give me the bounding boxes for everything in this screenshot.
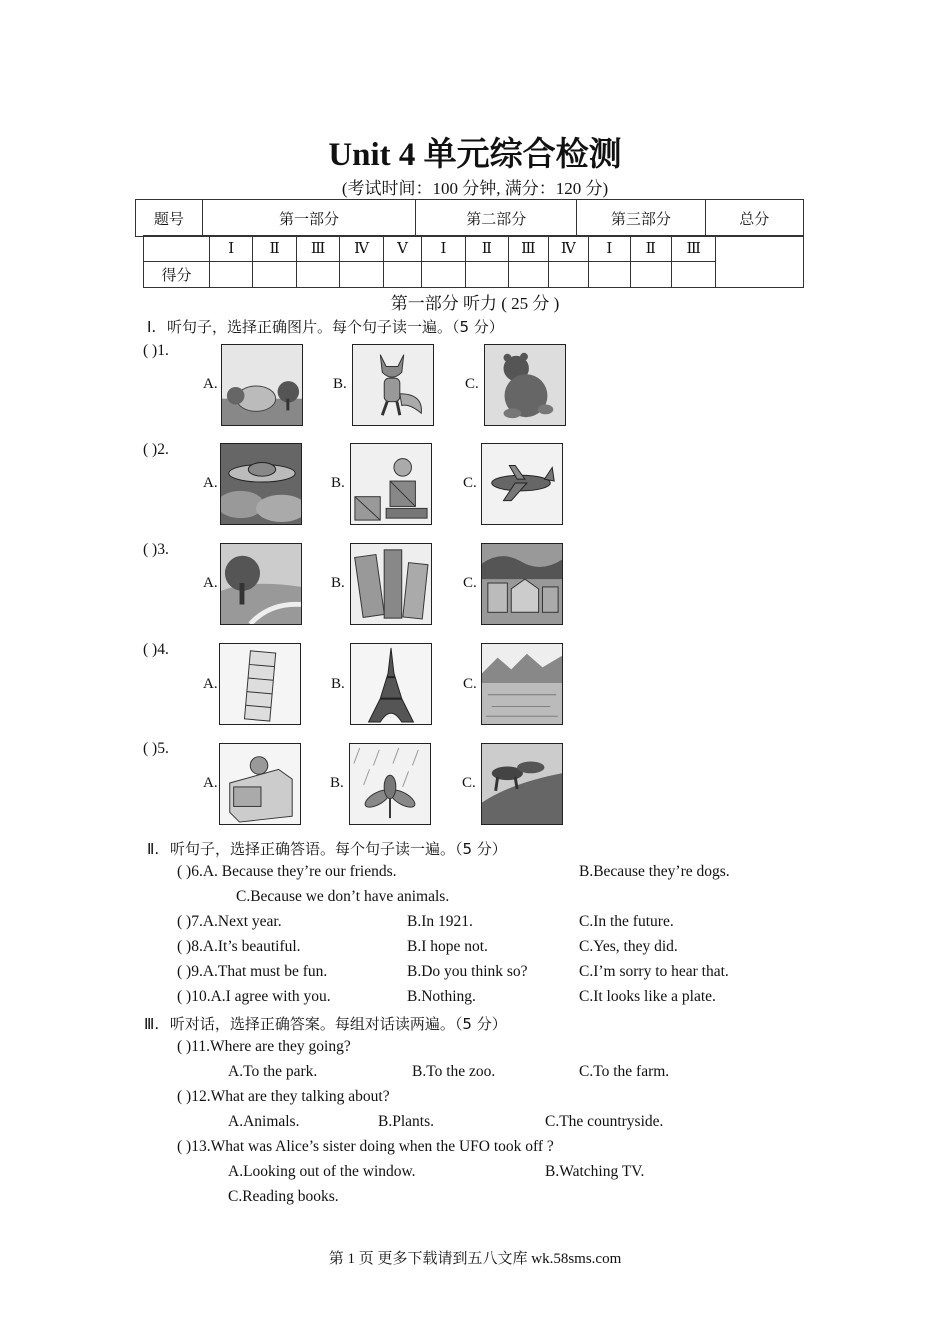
score-cell[interactable] xyxy=(589,262,630,288)
section-3-instruction xyxy=(144,1013,507,1034)
q9-option-b: B.Do you think so? xyxy=(407,963,528,980)
numeral-cell: Ⅰ xyxy=(422,236,465,262)
q10-option-a: ( )10.A.I agree with you. xyxy=(177,988,331,1005)
fox-cartoon-picture[interactable] xyxy=(352,344,434,426)
option-label-c: C. xyxy=(463,575,477,591)
header-part-2: 第二部分 xyxy=(416,200,577,237)
leaning-tower-picture[interactable] xyxy=(219,643,301,725)
bear-picture[interactable] xyxy=(484,344,566,426)
robot-on-boxes-picture[interactable] xyxy=(350,443,432,525)
option-label-c: C. xyxy=(465,376,479,392)
score-label: 得分 xyxy=(144,262,210,288)
numeral-cell: Ⅱ xyxy=(465,236,508,262)
airplane-picture[interactable] xyxy=(481,443,563,525)
score-table-header xyxy=(135,199,804,237)
option-label-a: A. xyxy=(203,575,218,591)
section-3-text: 听对话，选择正确答案。每组对话读两遍。（5 分） xyxy=(169,1015,507,1033)
score-cell[interactable] xyxy=(465,262,508,288)
numeral-cell: Ⅲ xyxy=(672,236,716,262)
option-label-a: A. xyxy=(203,775,218,791)
option-label-b: B. xyxy=(333,376,347,392)
numeral-cell: Ⅲ xyxy=(509,236,549,262)
section-1-number: Ⅰ. xyxy=(147,318,157,336)
question-5-number: ( )5. xyxy=(143,740,169,757)
section-1-instruction xyxy=(147,316,504,337)
numeral-cell: Ⅱ xyxy=(630,236,671,262)
river-mountains-picture[interactable] xyxy=(481,643,563,725)
option-label-c: C. xyxy=(463,475,477,491)
score-cell[interactable] xyxy=(509,262,549,288)
q13-option-a: A.Looking out of the window. xyxy=(228,1163,416,1180)
q13-question: ( )13.What was Alice’s sister doing when the UFO took off ? xyxy=(177,1138,554,1155)
section-3-number: Ⅲ. xyxy=(144,1015,160,1033)
polluted-town-picture[interactable] xyxy=(481,543,563,625)
score-cell[interactable] xyxy=(630,262,671,288)
part1-heading: 第一部分 听力 ( 25 分 ) xyxy=(390,294,560,313)
section-2-instruction xyxy=(147,838,507,859)
q7-option-b: B.In 1921. xyxy=(407,913,473,930)
q10-option-b: B.Nothing. xyxy=(407,988,476,1005)
score-cell[interactable] xyxy=(340,262,384,288)
countryside-tree-picture[interactable] xyxy=(220,543,302,625)
q13-option-c: C.Reading books. xyxy=(228,1188,339,1205)
option-label-b: B. xyxy=(331,475,345,491)
option-label-c: C. xyxy=(463,676,477,692)
score-cell[interactable] xyxy=(672,262,716,288)
score-table-body xyxy=(143,235,804,288)
total-score-cell[interactable] xyxy=(716,236,804,288)
section-2-number: Ⅱ. xyxy=(147,840,160,858)
q12-option-c: C.The countryside. xyxy=(545,1113,664,1130)
score-cell[interactable] xyxy=(383,262,422,288)
animals-on-rock-picture[interactable] xyxy=(481,743,563,825)
numeral-cell: Ⅰ xyxy=(210,236,253,262)
numeral-cell: Ⅱ xyxy=(253,236,296,262)
option-label-b: B. xyxy=(331,575,345,591)
question-3-number: ( )3. xyxy=(143,541,169,558)
header-total: 总分 xyxy=(705,200,803,237)
q7-option-c: C.In the future. xyxy=(579,913,674,930)
header-question-no: 题号 xyxy=(136,200,203,237)
ufo-in-clouds-picture[interactable] xyxy=(220,443,302,525)
question-2-number: ( )2. xyxy=(143,441,169,458)
score-cell[interactable] xyxy=(548,262,589,288)
eiffel-tower-picture[interactable] xyxy=(350,643,432,725)
page-footer: 第 1 页 更多下载请到五八文库 wk.58sms.com xyxy=(328,1251,622,1267)
plant-in-rain-picture[interactable] xyxy=(349,743,431,825)
numeral-cell: Ⅴ xyxy=(383,236,422,262)
trees-landscape-picture[interactable] xyxy=(221,344,303,426)
option-label-a: A. xyxy=(203,475,218,491)
question-1-number: ( )1. xyxy=(143,342,169,359)
header-part-3: 第三部分 xyxy=(577,200,705,237)
q11-option-a: A.To the park. xyxy=(228,1063,318,1080)
section-2-text: 听句子，选择正确答语。每个句子读一遍。（5 分） xyxy=(169,840,507,858)
page-title: Unit 4 单元综合检测 xyxy=(328,137,622,173)
q6-option-a: ( )6.A. Because they’re our friends. xyxy=(177,863,397,880)
q12-option-a: A.Animals. xyxy=(228,1113,300,1130)
q13-option-b: B.Watching TV. xyxy=(545,1163,645,1180)
option-label-b: B. xyxy=(331,676,345,692)
q8-option-c: C.Yes, they did. xyxy=(579,938,678,955)
question-4-number: ( )4. xyxy=(143,641,169,658)
numeral-cell: Ⅰ xyxy=(589,236,630,262)
score-cell[interactable] xyxy=(422,262,465,288)
q9-option-c: C.I’m sorry to hear that. xyxy=(579,963,729,980)
numeral-cell: Ⅳ xyxy=(548,236,589,262)
tall-buildings-picture[interactable] xyxy=(350,543,432,625)
numeral-cell: Ⅳ xyxy=(340,236,384,262)
section-1-text: 听句子，选择正确图片。每个句子读一遍。（5 分） xyxy=(166,318,504,336)
option-label-a: A. xyxy=(203,376,218,392)
q8-option-a: ( )8.A.It’s beautiful. xyxy=(177,938,301,955)
q8-option-b: B.I hope not. xyxy=(407,938,488,955)
header-part-1: 第一部分 xyxy=(202,200,416,237)
q7-option-a: ( )7.A.Next year. xyxy=(177,913,282,930)
exam-info: (考试时间：100 分钟, 满分：120 分) xyxy=(341,179,609,198)
q12-option-b: B.Plants. xyxy=(378,1113,434,1130)
score-cell[interactable] xyxy=(253,262,296,288)
q9-option-a: ( )9.A.That must be fun. xyxy=(177,963,328,980)
q10-option-c: C.It looks like a plate. xyxy=(579,988,716,1005)
q11-option-b: B.To the zoo. xyxy=(412,1063,496,1080)
q6-option-c: C.Because we don’t have animals. xyxy=(236,888,450,905)
blank-cell xyxy=(144,236,210,262)
girl-in-box-picture[interactable] xyxy=(219,743,301,825)
option-label-b: B. xyxy=(330,775,344,791)
option-label-a: A. xyxy=(203,676,218,692)
numeral-cell: Ⅲ xyxy=(296,236,339,262)
score-cell[interactable] xyxy=(210,262,253,288)
q12-question: ( )12.What are they talking about? xyxy=(177,1088,390,1105)
q11-option-c: C.To the farm. xyxy=(579,1063,670,1080)
q11-question: ( )11.Where are they going? xyxy=(177,1038,351,1055)
q6-option-b: B.Because they’re dogs. xyxy=(579,863,730,880)
option-label-c: C. xyxy=(462,775,476,791)
score-cell[interactable] xyxy=(296,262,339,288)
